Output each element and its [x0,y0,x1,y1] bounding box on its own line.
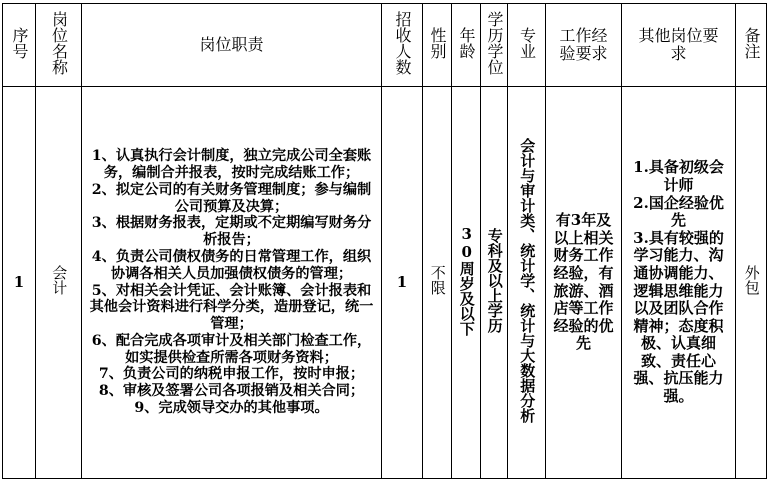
header-other: 其他岗位要求 [622,4,736,87]
requirement-item: 1.具备初级会计师 [633,158,724,194]
header-headcount: 招收人数 [382,4,423,87]
cell-degree: 专科及以上学历 [481,87,508,479]
table-row [3,87,767,479]
cell-major: 会计与审计类、统计学、统计与大数据分析 [508,87,546,479]
cell-gender: 不限 [423,87,452,479]
duty-item: 6、配合完成各项审计及相关部门检查工作，如实提供检查所需各项财务资料； [91,332,372,366]
duty-item: 7、负责公司的纳税申报工作，按时申报； [98,366,365,383]
cell-post-name: 会计 [36,87,82,479]
cell-other-requirements [622,87,736,479]
cell-remark: 外包 [736,87,767,479]
cell-duties [82,87,382,479]
requirement-item: 3.具有较强的学习能力、沟通协调能力、逻辑思维能力以及团队合作精神；态度积极、认真细致、责任心强、抗压能力强。 [633,228,724,406]
header-remark: 备注 [736,4,767,87]
header-major: 专业 [508,4,546,87]
header-gender: 性别 [423,4,452,87]
duty-item: 1、认真执行会计制度，独立完成公司全套账务，编制合并报表，按时完成结账工作； [91,148,372,181]
requirement-item: 2.国企经验优先 [633,193,724,230]
header-post-name: 岗位名称 [36,4,82,87]
job-requirements-table [2,3,767,479]
header-experience: 工作经验要求 [546,4,622,87]
duty-item: 5、对相关会计凭证、会计账簿、会计报表和其他会计资料进行科学分类，造册登记，统一管理； [89,282,374,333]
cell-seq: 1 [3,87,36,479]
header-degree: 学历学位 [481,4,508,87]
header-duties: 岗位职责 [82,4,382,87]
header-seq: 序号 [3,4,36,87]
duty-item: 3、根据财务报表，定期或不定期编写财务分析报告； [91,215,372,249]
job-table-wrapper [2,3,767,479]
header-row [3,4,767,87]
duty-item: 8、审核及签署公司各项报销及相关合同； [98,383,365,400]
duty-item: 4、负责公司债权债务的日常管理工作，组织协调各相关人员加强债权债务的管理； [91,248,372,282]
duty-item: 2、拟定公司的有关财务管理制度；参与编制公司预算及决算； [91,181,372,215]
cell-experience: 有3年及以上相关财务工作经验，有旅游、酒店等工作经验的优先 [546,87,622,479]
cell-headcount: 1 [382,87,423,479]
cell-age: 30周岁及以下 [452,87,481,479]
header-age: 年龄 [452,4,481,87]
duty-item: 9、完成领导交办的其他事项。 [134,400,329,417]
